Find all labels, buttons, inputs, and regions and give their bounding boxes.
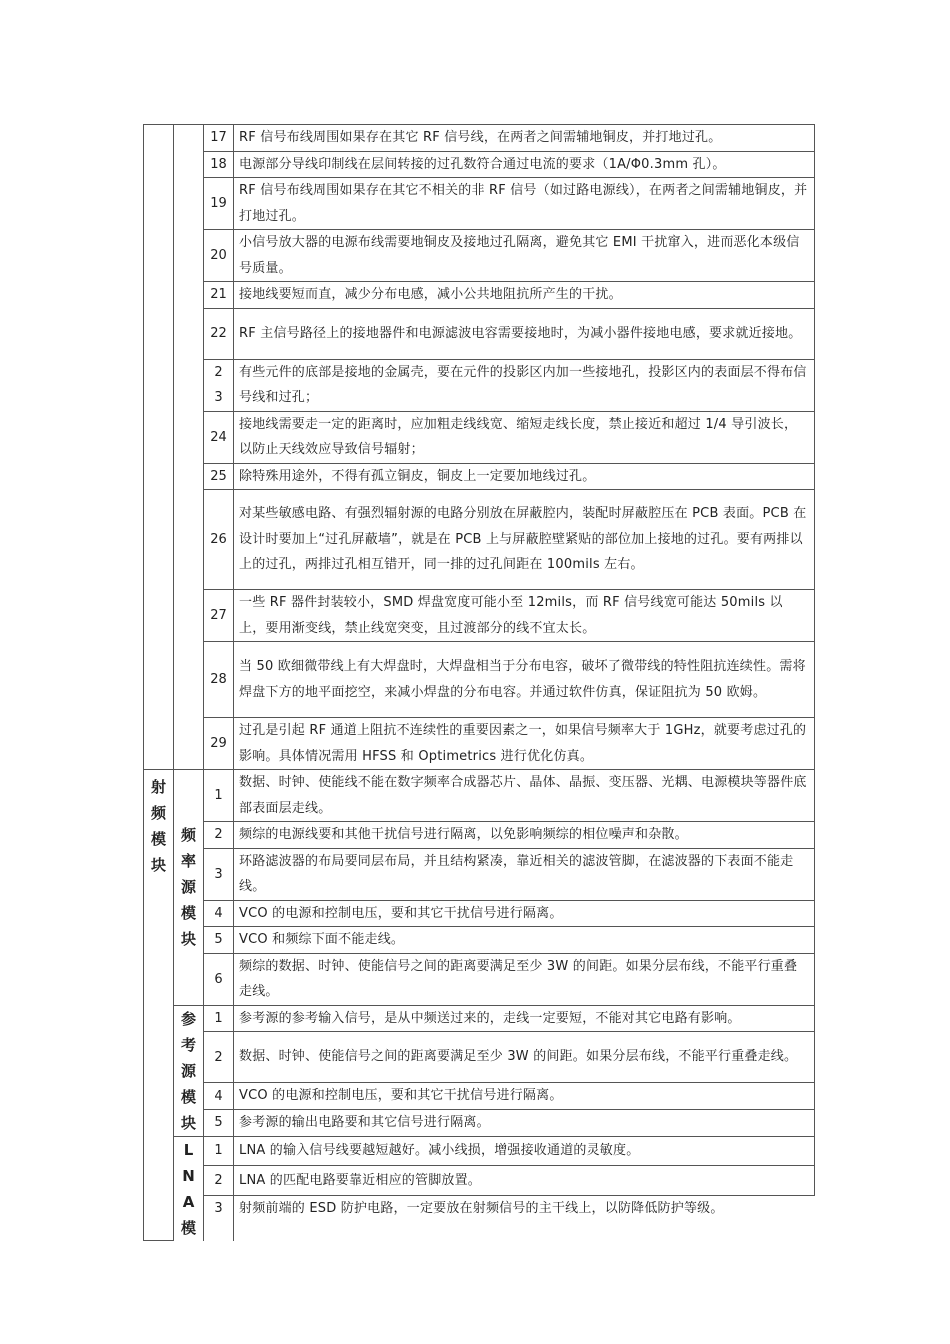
row-number: 3 <box>204 1196 234 1241</box>
row-text: VCO 和频综下面不能走线。 <box>234 927 815 954</box>
row-number: 22 <box>204 308 234 359</box>
row-number: 2 3 <box>204 359 234 411</box>
row-text: LNA 的匹配电路要靠近相应的管脚放置。 <box>234 1166 815 1196</box>
submodule-label-ref: 参考源模块 <box>174 1005 204 1136</box>
row-number: 24 <box>204 411 234 463</box>
row-number: 2 <box>204 1166 234 1196</box>
row-text: 参考源的参考输入信号，是从中频送过来的，走线一定要短，不能对其它电路有影响。 <box>234 1005 815 1032</box>
row-text: LNA 的输入信号线要越短越好。减小线损，增强接收通道的灵敏度。 <box>234 1136 815 1166</box>
submodule-label-freq: 频率源模块 <box>174 770 204 1006</box>
row-text: VCO 的电源和控制电压，要和其它干扰信号进行隔离。 <box>234 1083 815 1110</box>
row-number: 25 <box>204 463 234 490</box>
row-text: 对某些敏感电路、有强烈辐射源的电路分别放在屏蔽腔内，装配时屏蔽腔压在 PCB 表面。PCB 在设计时要加上“过孔屏蔽墙”，就是在 PCB 上与屏蔽腔壁紧贴的部位加上接地的过孔。要有两排以上的过孔，两排过孔相互错开，同一排的过孔间距在 100mils 左右。 <box>234 490 815 590</box>
table-row <box>144 1109 815 1136</box>
row-text: 一些 RF 器件封装较小，SMD 焊盘宽度可能小至 12mils，而 RF 信号线宽可能达 50mils 以上，要用渐变线，禁止线宽突变，且过渡部分的线不宜太长。 <box>234 590 815 642</box>
table-row <box>144 1196 815 1241</box>
row-text: 环路滤波器的布局要同层布局，并且结构紧凑，靠近相关的滤波管脚，在滤波器的下表面不能走线。 <box>234 848 815 900</box>
row-number: 1 <box>204 1005 234 1032</box>
table-row <box>144 490 815 590</box>
row-number: 2 <box>204 1032 234 1083</box>
row-number: 19 <box>204 178 234 230</box>
table-row <box>144 1166 815 1196</box>
row-text: VCO 的电源和控制电压，要和其它干扰信号进行隔离。 <box>234 900 815 927</box>
row-text: 数据、时钟、使能线不能在数字频率合成器芯片、晶体、晶振、变压器、光耦、电源模块等器件底部表面层走线。 <box>234 770 815 822</box>
row-number: 5 <box>204 1109 234 1136</box>
table-row <box>144 151 815 178</box>
rf-layout-guidelines-table <box>143 124 815 1241</box>
row-number: 1 <box>204 770 234 822</box>
row-text: 数据、时钟、使能信号之间的距离要满足至少 3W 的间距。如果分层布线，不能平行重叠走线。 <box>234 1032 815 1083</box>
row-number: 5 <box>204 927 234 954</box>
table-row <box>144 282 815 309</box>
row-text: 接地线需要走一定的距离时，应加粗走线线宽、缩短走线长度，禁止接近和超过 1/4 导引波长，以防止天线效应导致信号辐射； <box>234 411 815 463</box>
table-row <box>144 1005 815 1032</box>
row-text: 过孔是引起 RF 通道上阻抗不连续性的重要因素之一，如果信号频率大于 1GHz，就要考虑过孔的影响。具体情况需用 HFSS 和 Optimetrics 进行优化仿真。 <box>234 718 815 770</box>
table-row <box>144 1083 815 1110</box>
row-text: 频综的数据、时钟、使能信号之间的距离要满足至少 3W 的间距。如果分层布线，不能平行重叠走线。 <box>234 953 815 1005</box>
row-number: 29 <box>204 718 234 770</box>
row-number: 4 <box>204 1083 234 1110</box>
table-row <box>144 770 815 822</box>
subsection-cell-empty <box>174 125 204 770</box>
table-row <box>144 822 815 849</box>
row-number: 21 <box>204 282 234 309</box>
document-page <box>143 124 814 1241</box>
row-text: 当 50 欧细微带线上有大焊盘时，大焊盘相当于分布电容，破坏了微带线的特性阻抗连续性。需将焊盘下方的地平面挖空，来减小焊盘的分布电容。并通过软件仿真，保证阻抗为 50 欧姆。 <box>234 642 815 718</box>
row-text: RF 信号布线周围如果存在其它不相关的非 RF 信号（如过路电源线），在两者之间需辅地铜皮，并打地过孔。 <box>234 178 815 230</box>
table-row <box>144 1032 815 1083</box>
table-row <box>144 953 815 1005</box>
row-text: 除特殊用途外，不得有孤立铜皮，铜皮上一定要加地线过孔。 <box>234 463 815 490</box>
table-row <box>144 178 815 230</box>
submodule-label-lna: LNA模 <box>174 1136 204 1241</box>
table-row <box>144 125 815 152</box>
row-number: 4 <box>204 900 234 927</box>
row-text: 有些元件的底部是接地的金属壳，要在元件的投影区内加一些接地孔，投影区内的表面层不得布信号线和过孔； <box>234 359 815 411</box>
row-number: 2 <box>204 822 234 849</box>
table-row <box>144 1136 815 1166</box>
table-row <box>144 411 815 463</box>
row-number: 17 <box>204 125 234 152</box>
row-text: 接地线要短而直，减少分布电感，减小公共地阻抗所产生的干扰。 <box>234 282 815 309</box>
module-label-rf: 射频模块 <box>144 770 174 1241</box>
row-text: RF 主信号路径上的接地器件和电源滤波电容需要接地时，为减小器件接地电感，要求就近接地。 <box>234 308 815 359</box>
table-row <box>144 230 815 282</box>
row-text: 小信号放大器的电源布线需要地铜皮及接地过孔隔离，避免其它 EMI 干扰窜入，进而恶化本级信号质量。 <box>234 230 815 282</box>
row-text: 频综的电源线要和其他干扰信号进行隔离，以免影响频综的相位噪声和杂散。 <box>234 822 815 849</box>
row-number: 6 <box>204 953 234 1005</box>
row-number: 18 <box>204 151 234 178</box>
table-row <box>144 900 815 927</box>
table-row <box>144 927 815 954</box>
row-number: 27 <box>204 590 234 642</box>
table-row <box>144 642 815 718</box>
table-row <box>144 848 815 900</box>
row-text: 参考源的输出电路要和其它信号进行隔离。 <box>234 1109 815 1136</box>
row-text: 射频前端的 ESD 防护电路，一定要放在射频信号的主干线上，以防降低防护等级。 <box>234 1196 815 1241</box>
row-text: 电源部分导线印制线在层间转接的过孔数符合通过电流的要求（1A/Φ0.3mm 孔）。 <box>234 151 815 178</box>
table-row <box>144 359 815 411</box>
table-row <box>144 463 815 490</box>
table-row <box>144 308 815 359</box>
section-cell-empty <box>144 125 174 770</box>
table-row <box>144 718 815 770</box>
row-number: 20 <box>204 230 234 282</box>
row-number: 1 <box>204 1136 234 1166</box>
row-text: RF 信号布线周围如果存在其它 RF 信号线，在两者之间需辅地铜皮，并打地过孔。 <box>234 125 815 152</box>
row-number: 28 <box>204 642 234 718</box>
row-number: 26 <box>204 490 234 590</box>
table-row <box>144 590 815 642</box>
row-number: 3 <box>204 848 234 900</box>
